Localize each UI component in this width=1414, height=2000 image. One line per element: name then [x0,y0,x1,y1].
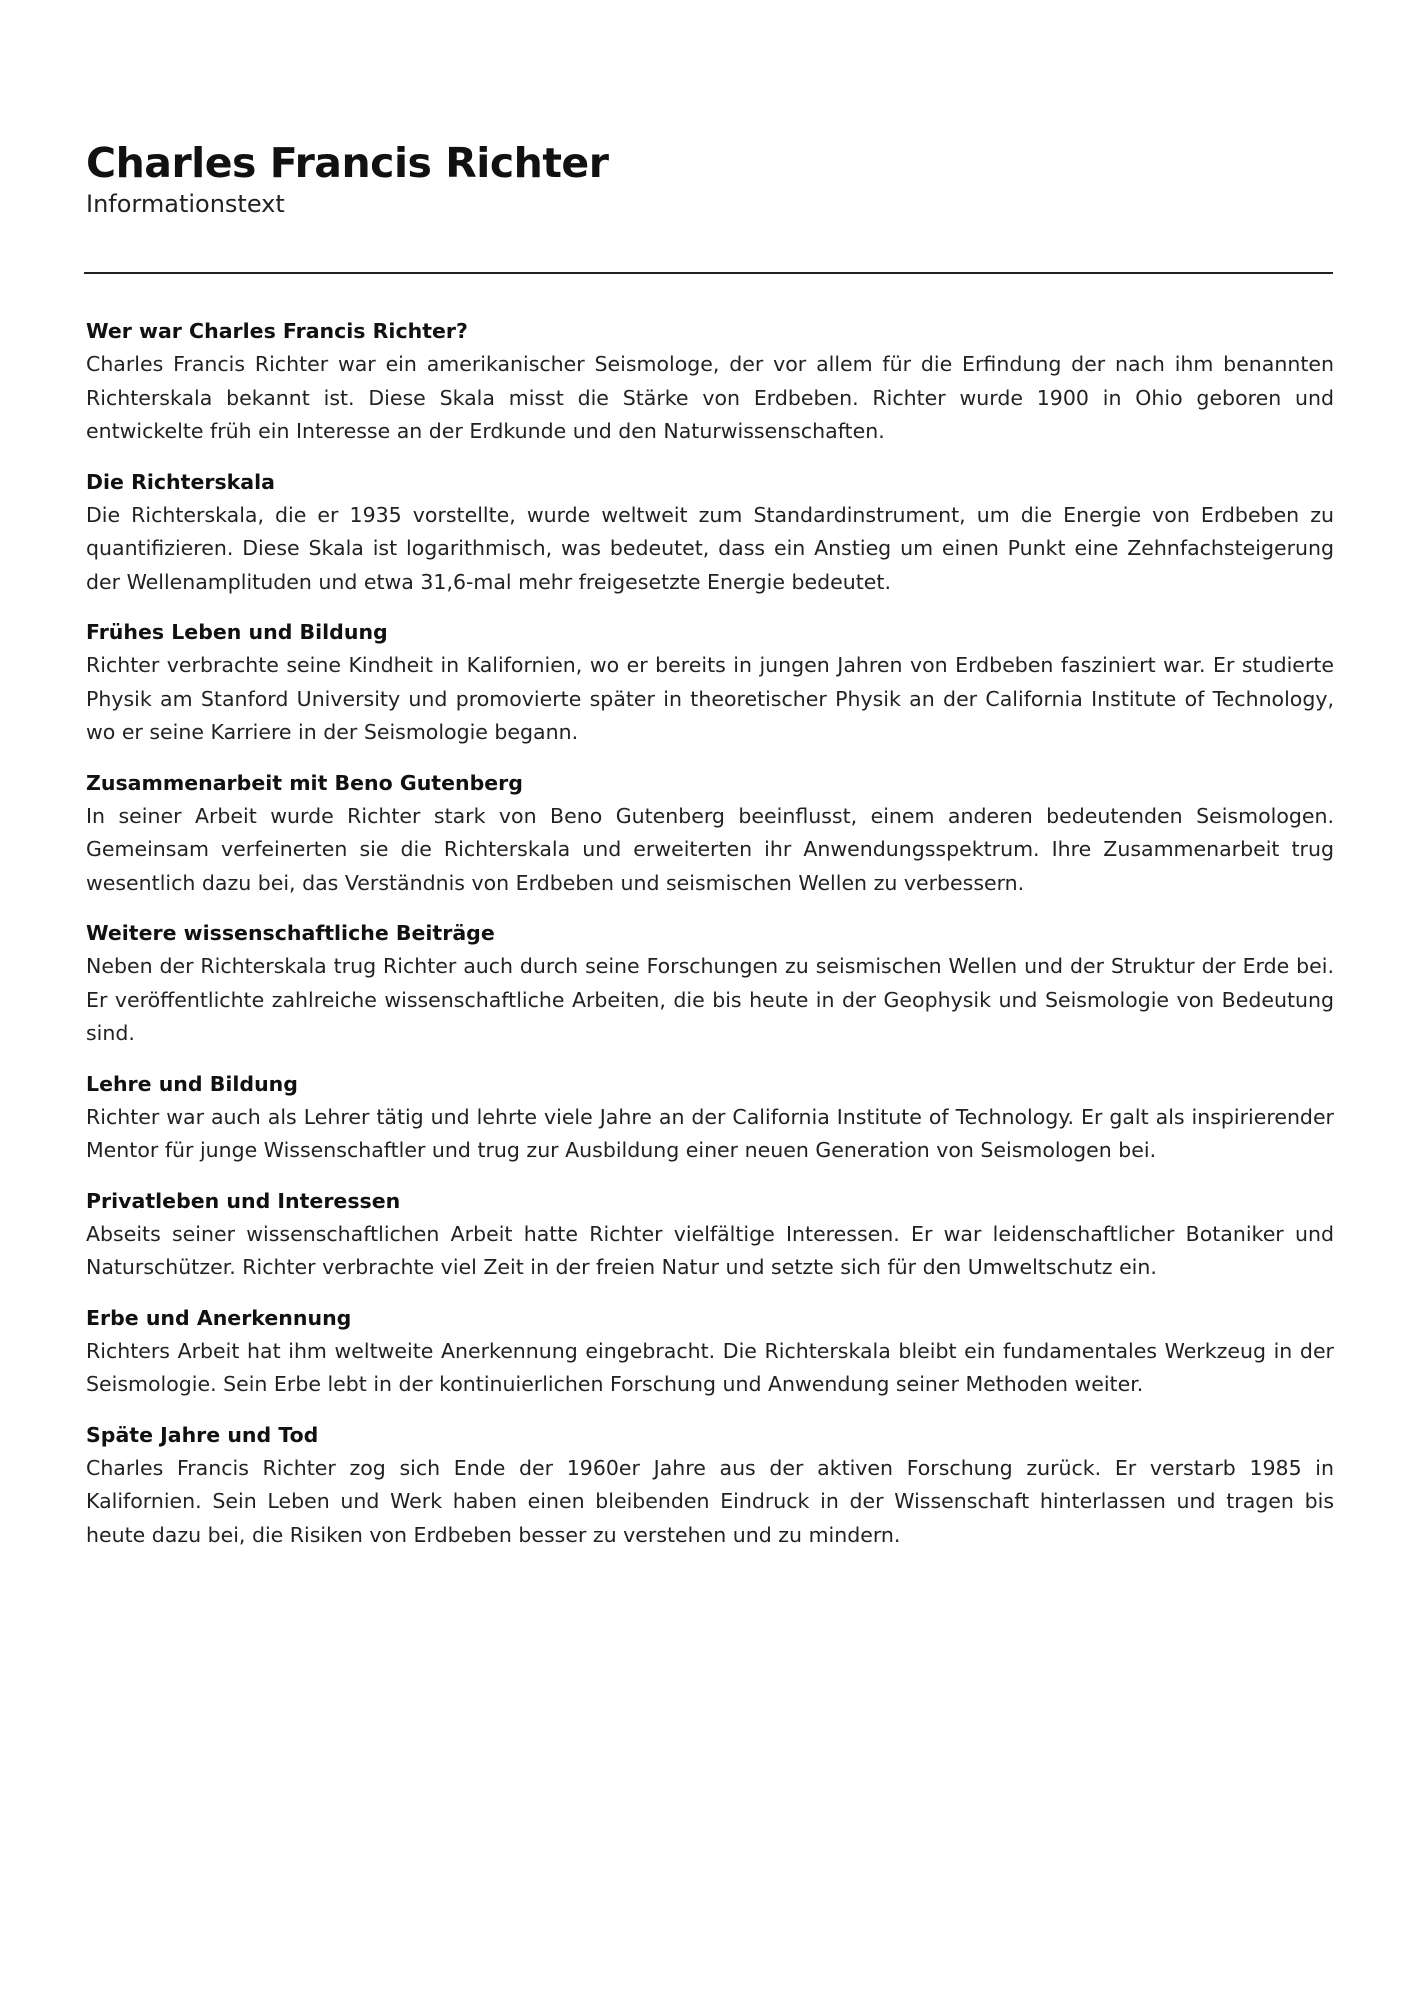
section-text: Richter war auch als Lehrer tätig und lehrte viele Jahre an der California Institute of Technology. Er galt als inspirierender Mentor für junge Wissenschaftler und trug zur Ausbildung einer neuen Generation von Seismologen bei. [86,1104,1334,1162]
section-text: Richters Arbeit hat ihm weltweite Anerkennung eingebracht. Die Richterskala bleibt ein fundamentales Werkzeug in der Seismologie. Sein Erbe lebt in der kontinuierlichen Forschung und Anwendung seiner Methoden weiter. [86,1338,1334,1396]
section-heading: Zusammenarbeit mit Beno Gutenberg [86,770,523,795]
header-divider [84,272,1333,274]
section-heading: Privatleben und Interessen [86,1188,401,1213]
section-early-life [86,615,1334,750]
section-text: Die Richterskala, die er 1935 vorstellte, wurde weltweit zum Standardinstrument, um die Energie von Erdbeben zu quantifizieren. Diese Skala ist logarithmisch, was bedeutet, dass ein Anstieg um einen Punkt eine Zehnfachsteigerung der Wellenamplituden und etwa 31,6-mal mehr freigesetzte Energie bedeutet. [86,502,1334,594]
section-text: Neben der Richterskala trug Richter auch durch seine Forschungen zu seismischen Wellen und der Struktur der Erde bei. Er veröffentlichte zahlreiche wissenschaftliche Arbeiten, die bis heute in der Geophysik und Seismologie von Bedeutung sind. [86,954,1334,1045]
section-heading: Wer war Charles Francis Richter? [86,319,468,343]
section-richter-scale [86,465,1334,600]
section-heading: Lehre und Bildung [86,1071,298,1096]
section-legacy [86,1301,1334,1402]
section-heading: Frühes Leben und Bildung [86,620,388,644]
section-heading: Die Richterskala [86,469,275,494]
section-late-years [86,1418,1334,1553]
section-text: Richter verbrachte seine Kindheit in Kalifornien, wo er bereits in jungen Jahren von Erdbeben fasziniert war. Er studierte Physik am Stanford University und promovierte später in theoretischer Physik an der California Institute of Technology, wo er seine Karriere in der Seismologie begann. [86,653,1334,744]
section-text: Charles Francis Richter zog sich Ende der 1960er Jahre aus der aktiven Forschung zurück. Er verstarb 1985 in Kalifornien. Sein Leben und Werk haben einen bleibenden Eindruck in der Wissenschaft hinterlassen und tragen bis heute dazu bei, die Risiken von Erdbeben besser zu verstehen und zu mindern. [86,1455,1334,1547]
section-private-life [86,1184,1334,1285]
section-heading: Späte Jahre und Tod [86,1422,319,1447]
section-who-was-richter [86,314,1334,449]
section-text: Abseits seiner wissenschaftlichen Arbeit hatte Richter vielfältige Interessen. Er war leidenschaftlicher Botaniker und Naturschützer. Richter verbrachte viel Zeit in der freien Natur und setzte sich für den Umweltschutz ein. [86,1221,1334,1279]
section-text: Charles Francis Richter war ein amerikanischer Seismologe, der vor allem für die Erfindung der nach ihm benannten Richterskala bekannt ist. Diese Skala misst die Stärke von Erdbeben. Richter wurde 1900 in Ohio geboren und entwickelte früh ein Interesse an der Erdkunde und den Naturwissenschaften. [86,352,1334,443]
section-scientific-contributions [86,916,1334,1051]
section-teaching [86,1067,1334,1168]
document-body [86,314,1334,1568]
section-heading: Weitere wissenschaftliche Beiträge [86,921,495,945]
document-title: Charles Francis Richter [86,139,609,187]
document-header [86,138,1334,220]
section-heading: Erbe und Anerkennung [86,1305,352,1330]
section-text: In seiner Arbeit wurde Richter stark von Beno Gutenberg beeinflusst, einem anderen bedeutenden Seismologen. Gemeinsam verfeinerten sie die Richterskala und erweiterten ihr Anwendungsspektrum. Ihre Zusammenarbeit trug wesentlich dazu bei, das Verständnis von Erdbeben und seismischen Wellen zu verbessern. [86,803,1334,895]
section-gutenberg-collaboration [86,766,1334,901]
document-subtitle: Informationstext [86,190,285,218]
